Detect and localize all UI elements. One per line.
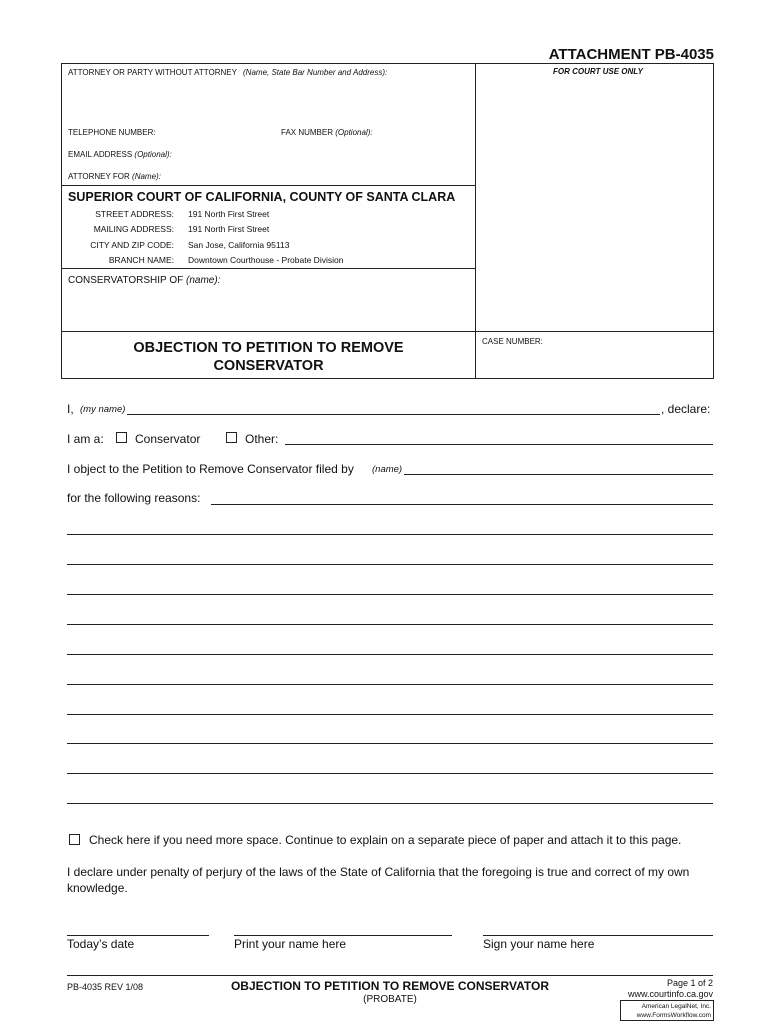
reason-line[interactable] [67,743,713,744]
attorney-for-label: ATTORNEY FOR [68,172,130,181]
reason-line[interactable] [67,684,713,685]
reason-line[interactable] [67,564,713,565]
reason-line[interactable] [211,504,713,505]
fax-label-line [281,128,373,137]
email-label: EMAIL ADDRESS [68,150,133,159]
email-label-line [68,150,172,159]
other-checkbox[interactable] [226,432,237,443]
reasons-label: for the following reasons: [67,491,201,505]
telephone-label: TELEPHONE NUMBER: [68,128,156,137]
my-name-field[interactable] [127,414,660,415]
street-address-label: STREET ADDRESS: [95,209,174,219]
form-title-line1: OBJECTION TO PETITION TO REMOVE [133,340,404,356]
page-number: Page 1 of 2 [666,978,713,988]
branch-name-label: BRANCH NAME: [108,255,174,265]
conservator-checkbox[interactable] [116,432,127,443]
footer-title: OBJECTION TO PETITION TO REMOVE CONSERVATOR [230,979,550,993]
conservatorship-label: CONSERVATORSHIP OF [68,275,184,286]
signature-label: Sign your name here [483,937,595,951]
conservator-option-label: Conservator [135,432,201,446]
court-divider [61,268,476,269]
i-am-a-label: I am a: [67,432,104,446]
more-space-text: Check here if you need more space. Continue to explain on a separate piece of paper and attach it to this page. [89,833,682,847]
reason-line[interactable] [67,654,713,655]
i-prefix: I, [67,402,74,416]
print-name-field[interactable] [234,935,452,936]
attorney-for-hint: (Name): [132,172,161,181]
fax-hint: (Optional): [335,128,373,137]
other-option-label: Other: [245,432,279,446]
brand-box [620,1000,714,1021]
branch-name-value: Downtown Courthouse - Probate Division [188,255,344,265]
street-address-value: 191 North First Street [188,209,270,219]
case-number-label: CASE NUMBER: [482,337,543,346]
filer-name-field[interactable] [404,474,713,475]
conservatorship-hint: (name): [186,275,221,286]
form-id: PB-4035 REV 1/08 [67,982,144,992]
mailing-address-value: 191 North First Street [188,224,270,234]
caption-left-box [61,63,476,186]
form-title [61,339,476,375]
attorney-hint: (Name, State Bar Number and Address): [243,68,388,77]
date-field[interactable] [67,935,209,936]
footer-subtitle: (PROBATE) [363,994,417,1005]
reason-line[interactable] [67,624,713,625]
footer-rule [67,975,713,976]
conservatorship-line [68,275,220,286]
my-name-hint: (my name) [80,404,126,415]
fax-label: FAX NUMBER [281,128,334,137]
city-zip-value: San Jose, California 95113 [188,240,290,250]
court-website[interactable]: www.courtinfo.ca.gov [627,989,713,999]
signature-field[interactable] [483,935,713,936]
more-space-checkbox[interactable] [69,834,80,845]
brand-website: www.FormsWorkflow.com [636,1012,711,1019]
attorney-label-line [68,68,387,77]
reason-line[interactable] [67,773,713,774]
object-text: I object to the Petition to Remove Conservator filed by [67,462,354,476]
reason-line[interactable] [67,534,713,535]
date-label: Today’s date [67,937,135,951]
reason-line[interactable] [67,803,713,804]
mailing-address-label: MAILING ADDRESS: [93,224,174,234]
print-name-label: Print your name here [234,937,347,951]
filer-name-hint: (name) [372,464,403,475]
brand-name: American LegalNet, Inc. [641,1003,711,1010]
form-title-line2: CONSERVATOR [213,358,324,374]
reason-line[interactable] [67,594,713,595]
attachment-label: ATTACHMENT PB-4035 [548,46,714,63]
declaration-text: I declare under penalty of perjury of the laws of the State of California that the foregoing is true and correct of my own knowledge. [67,865,690,895]
attorney-label: ATTORNEY OR PARTY WITHOUT ATTORNEY [68,68,237,77]
court-use-label: FOR COURT USE ONLY [553,67,643,76]
attorney-for-line [68,172,161,181]
court-title: SUPERIOR COURT OF CALIFORNIA, COUNTY OF SANTA CLARA [68,190,456,204]
city-zip-label: CITY AND ZIP CODE: [90,240,174,250]
declare-suffix: , declare: [661,402,711,416]
email-hint: (Optional): [134,150,172,159]
court-use-box [475,63,714,332]
reason-line[interactable] [67,714,713,715]
other-field[interactable] [285,444,713,445]
